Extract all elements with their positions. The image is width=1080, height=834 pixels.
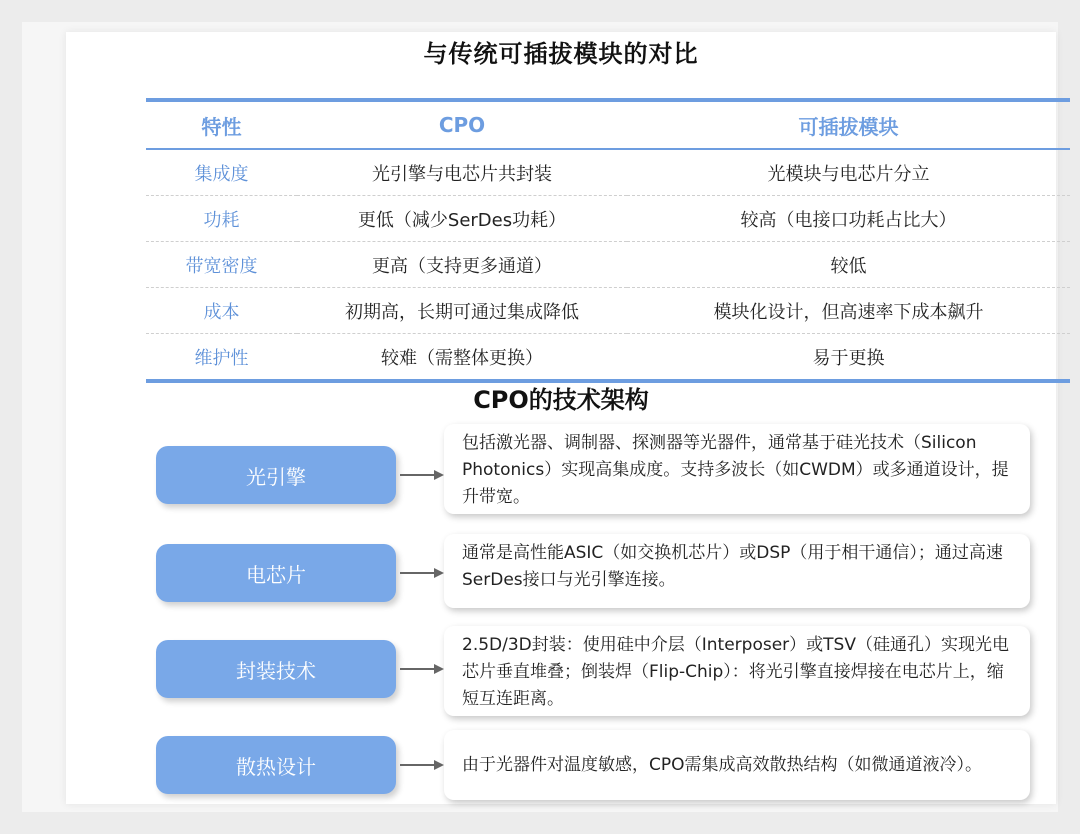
comparison-title: 与传统可插拔模块的对比: [423, 40, 699, 68]
row-pluggable-value: 易于更换: [627, 334, 1070, 382]
row-feature: 集成度: [146, 149, 297, 196]
header-feature: 特性: [146, 100, 297, 149]
header-cpo: CPO: [297, 100, 627, 149]
row-pluggable-value: 较高（电接口功耗占比大）: [627, 196, 1070, 242]
component-description: 通常是高性能ASIC（如交换机芯片）或DSP（用于相干通信）；通过高速SerDes接口与光引擎连接。: [444, 534, 1030, 608]
architecture-row: [66, 532, 1056, 622]
content-card: [66, 32, 1056, 804]
component-description: 2.5D/3D封装：使用硅中介层（Interposer）或TSV（硅通孔）实现光电芯片垂直堆叠；倒装焊（Flip-Chip）：将光引擎直接焊接在电芯片上，缩短互连距离。: [444, 626, 1030, 716]
component-description: 包括激光器、调制器、探测器等光器件，通常基于硅光技术（Silicon Photonics）实现高集成度。支持多波长（如CWDM）或多通道设计，提升带宽。: [444, 424, 1030, 514]
row-pluggable-value: 光模块与电芯片分立: [627, 149, 1070, 196]
arrow-right-icon: [400, 664, 444, 674]
architecture-title: CPO的技术架构: [473, 386, 649, 414]
row-cpo-value: 光引擎与电芯片共封装: [297, 149, 627, 196]
row-cpo-value: 更高（支持更多通道）: [297, 242, 627, 288]
architecture-row: [66, 626, 1056, 716]
architecture-row: [66, 728, 1056, 818]
arrow-right-icon: [400, 568, 444, 578]
arrow-right-icon: [400, 470, 444, 480]
row-cpo-value: 更低（减少SerDes功耗）: [297, 196, 627, 242]
table-row: [146, 334, 1070, 382]
component-description: 由于光器件对温度敏感，CPO需集成高效散热结构（如微通道液冷）。: [444, 730, 1030, 800]
row-pluggable-value: 模块化设计，但高速率下成本飙升: [627, 288, 1070, 334]
row-cpo-value: 较难（需整体更换）: [297, 334, 627, 382]
architecture-row: [66, 424, 1056, 514]
table-row: [146, 149, 1070, 196]
header-pluggable: 可插拔模块: [627, 100, 1070, 149]
table-row: [146, 242, 1070, 288]
table-header-row: [146, 100, 1070, 149]
table-row: [146, 288, 1070, 334]
component-pill: 封装技术: [156, 640, 396, 698]
row-feature: 成本: [146, 288, 297, 334]
arrow-right-icon: [400, 760, 444, 770]
component-pill: 光引擎: [156, 446, 396, 504]
row-feature: 带宽密度: [146, 242, 297, 288]
comparison-table: [146, 98, 1070, 383]
component-pill: 散热设计: [156, 736, 396, 794]
row-pluggable-value: 较低: [627, 242, 1070, 288]
row-feature: 功耗: [146, 196, 297, 242]
row-cpo-value: 初期高，长期可通过集成降低: [297, 288, 627, 334]
component-pill: 电芯片: [156, 544, 396, 602]
page-background: [22, 22, 1058, 812]
table-row: [146, 196, 1070, 242]
row-feature: 维护性: [146, 334, 297, 382]
